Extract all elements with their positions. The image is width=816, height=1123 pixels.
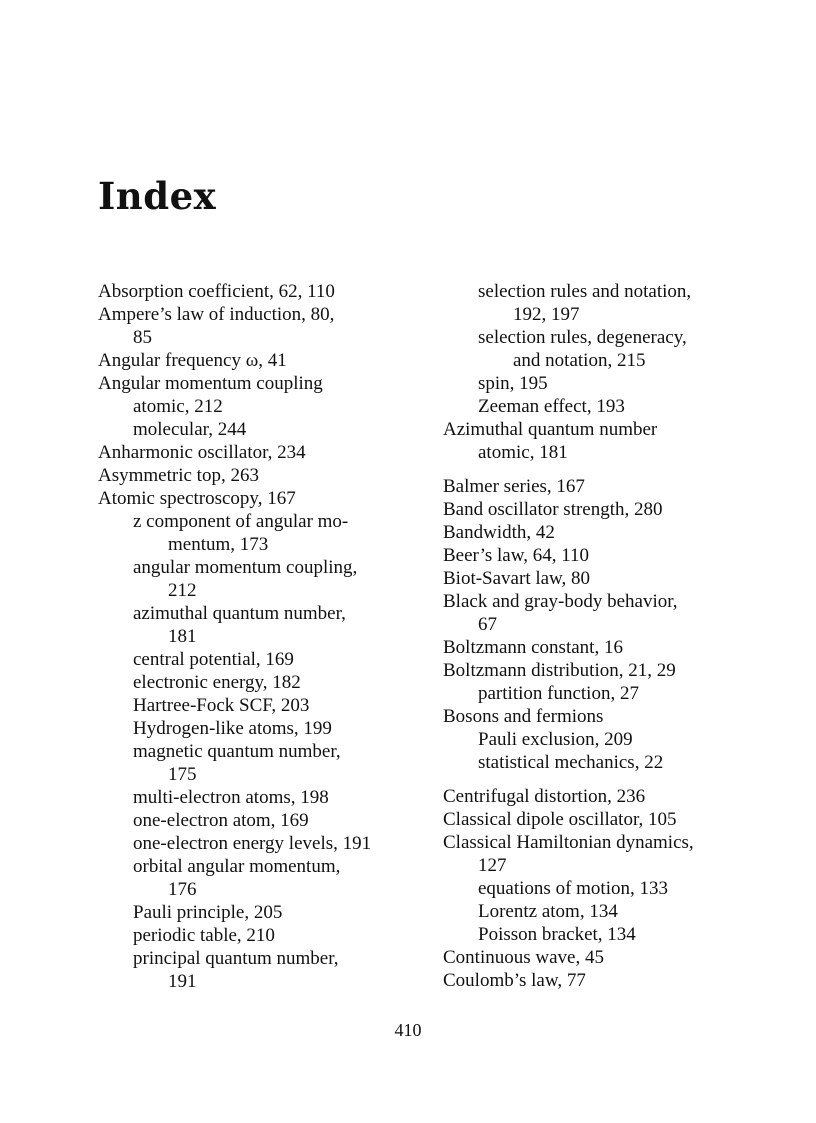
index-subentry: spin, 195 xyxy=(478,373,548,394)
index-entry: Classical Hamiltonian dynamics, xyxy=(443,832,694,853)
index-subentry: central potential, 169 xyxy=(133,649,294,670)
index-entry: Boltzmann constant, 16 xyxy=(443,637,623,658)
index-entry: Azimuthal quantum number xyxy=(443,419,658,440)
index-entry: Balmer series, 167 xyxy=(443,476,585,497)
index-subentry: Hydrogen-like atoms, 199 xyxy=(133,718,332,739)
index-entry: Beer’s law, 64, 110 xyxy=(443,545,589,566)
index-entry: Classical dipole oscillator, 105 xyxy=(443,809,677,830)
index-subentry: statistical mechanics, 22 xyxy=(478,752,664,773)
letter-group-gap xyxy=(443,464,743,475)
index-entry: Bandwidth, 42 xyxy=(443,522,555,543)
index-entry: Asymmetric top, 263 xyxy=(98,465,259,486)
index-entry: Atomic spectroscopy, 167 xyxy=(98,488,296,509)
index-entry: Ampere’s law of induction, 80, xyxy=(98,304,335,325)
index-subentry: one-electron energy levels, 191 xyxy=(133,833,372,854)
index-subentry: z component of angular mo- xyxy=(133,511,349,532)
index-subentry: orbital angular momentum, xyxy=(133,856,341,877)
index-subentry: atomic, 181 xyxy=(478,442,568,463)
index-column-right xyxy=(443,280,743,992)
index-entry-continuation: 67 xyxy=(478,614,497,635)
index-subentry-continuation: mentum, 173 xyxy=(168,534,269,555)
index-entry: Black and gray-body behavior, xyxy=(443,591,678,612)
index-subentry-continuation: 181 xyxy=(168,626,197,647)
index-entry: Absorption coefficient, 62, 110 xyxy=(98,281,335,302)
index-subentry-continuation: 192, 197 xyxy=(513,304,580,325)
index-subentry: angular momentum coupling, xyxy=(133,557,358,578)
index-subentry: azimuthal quantum number, xyxy=(133,603,346,624)
index-subentry: Pauli exclusion, 209 xyxy=(478,729,633,750)
index-subentry-continuation: 191 xyxy=(168,971,197,992)
index-entry: Bosons and fermions xyxy=(443,706,604,727)
index-subentry: atomic, 212 xyxy=(133,396,223,417)
index-subentry-continuation: 176 xyxy=(168,879,197,900)
index-subentry-continuation: 212 xyxy=(168,580,197,601)
index-subentry: principal quantum number, xyxy=(133,948,339,969)
index-subentry: multi-electron atoms, 198 xyxy=(133,787,329,808)
page-number: 410 xyxy=(394,1020,422,1040)
index-subentry: Lorentz atom, 134 xyxy=(478,901,618,922)
index-subentry: magnetic quantum number, xyxy=(133,741,341,762)
index-entry: Coulomb’s law, 77 xyxy=(443,970,586,991)
index-subentry: equations of motion, 133 xyxy=(478,878,668,899)
index-column-left xyxy=(98,280,398,993)
index-entry: Angular frequency ω, 41 xyxy=(98,350,287,371)
index-subentry: Pauli principle, 205 xyxy=(133,902,283,923)
index-entry: Continuous wave, 45 xyxy=(443,947,604,968)
index-entry: Biot-Savart law, 80 xyxy=(443,568,591,589)
index-subentry: selection rules, degeneracy, xyxy=(478,327,687,348)
index-entry: Anharmonic oscillator, 234 xyxy=(98,442,306,463)
index-subentry: partition function, 27 xyxy=(478,683,639,704)
page-title: Index xyxy=(98,174,217,218)
index-subentry: periodic table, 210 xyxy=(133,925,275,946)
index-entry-continuation: 127 xyxy=(478,855,507,876)
letter-group-gap xyxy=(443,774,743,785)
index-entry: Band oscillator strength, 280 xyxy=(443,499,663,520)
index-subentry: Poisson bracket, 134 xyxy=(478,924,636,945)
index-entry: Boltzmann distribution, 21, 29 xyxy=(443,660,676,681)
index-subentry: molecular, 244 xyxy=(133,419,247,440)
index-entry: Centrifugal distortion, 236 xyxy=(443,786,646,807)
index-subentry: one-electron atom, 169 xyxy=(133,810,309,831)
index-subentry-continuation: and notation, 215 xyxy=(513,350,646,371)
index-subentry: selection rules and notation, xyxy=(478,281,692,302)
index-subentry-continuation: 175 xyxy=(168,764,197,785)
index-subentry: Hartree-Fock SCF, 203 xyxy=(133,695,310,716)
index-subentry: Zeeman effect, 193 xyxy=(478,396,625,417)
index-entry: Angular momentum coupling xyxy=(98,373,323,394)
index-subentry: electronic energy, 182 xyxy=(133,672,301,693)
index-entry-continuation: 85 xyxy=(133,327,152,348)
